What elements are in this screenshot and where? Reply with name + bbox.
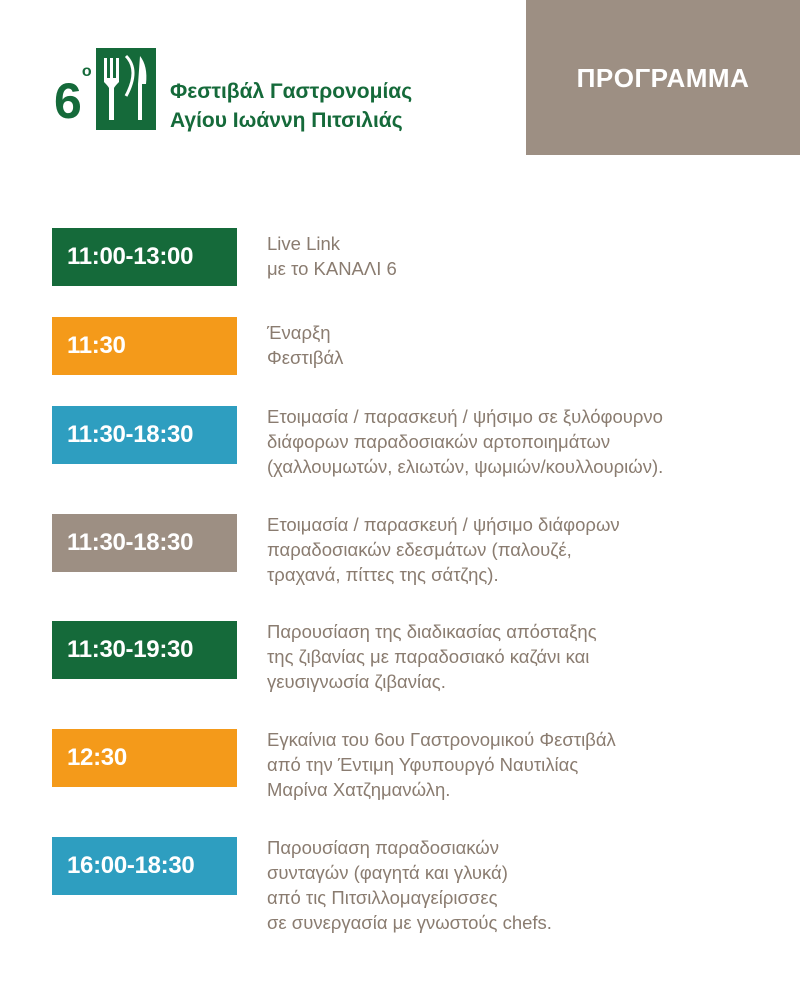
festival-title-line2: Αγίου Ιωάννη Πιτσιλιάς: [170, 109, 403, 132]
schedule-description: Ετοιμασία / παρασκευή / ψήσιμο διάφορων παραδοσιακών εδεσμάτων (παλουζέ, τραχανά, πίττες της σάτζης).: [267, 514, 620, 585]
schedule-description: Παρουσίαση παραδοσιακών συνταγών (φαγητά και γλυκά) από τις Πιτσιλλομαγείρισσες σε συνεργασία με γνωστούς chefs.: [267, 837, 552, 933]
festival-title-line1: Φεστιβάλ Γαστρονομίας: [170, 80, 413, 103]
schedule-description: Live Link με το ΚΑΝΑΛΙ 6: [267, 233, 397, 279]
time-badge: 11:30-18:30: [52, 514, 237, 572]
schedule-description: Ετοιμασία / παρασκευή / ψήσιμο σε ξυλόφουρνο διάφορων παραδοσιακών αρτοποιημάτων (χαλλουμωτών, ελιωτών, ψωμιών/κουλλουριών).: [267, 406, 664, 477]
schedule-description: Εγκαίνια του 6ου Γαστρονομικού Φεστιβάλ από την Έντιμη Υφυπουργό Ναυτιλίας Μαρίνα Χατζημανώλη.: [267, 729, 616, 800]
logo-number: $6^o$: [54, 63, 92, 129]
festival-logo: [54, 48, 474, 138]
schedule-description: Παρουσίαση της διαδικασίας απόσταξης της ζιβανίας με παραδοσιακό καζάνι και γευσιγνωσία ζιβανίας.: [267, 621, 597, 692]
cutlery-logo-icon: [96, 48, 156, 130]
festival-title: [170, 77, 412, 135]
schedule-description: Έναρξη Φεστιβάλ: [267, 322, 344, 368]
time-badge: 16:00-18:30: [52, 837, 237, 895]
time-badge: 11:30-19:30: [52, 621, 237, 679]
time-badge: 12:30: [52, 729, 237, 787]
time-badge: 11:30: [52, 317, 237, 375]
program-label: ΠΡΟΓΡΑΜΜΑ: [576, 63, 750, 93]
time-badge: 11:00-13:00: [52, 228, 237, 286]
time-badge: 11:30-18:30: [52, 406, 237, 464]
program-header-tab: [526, 0, 800, 155]
